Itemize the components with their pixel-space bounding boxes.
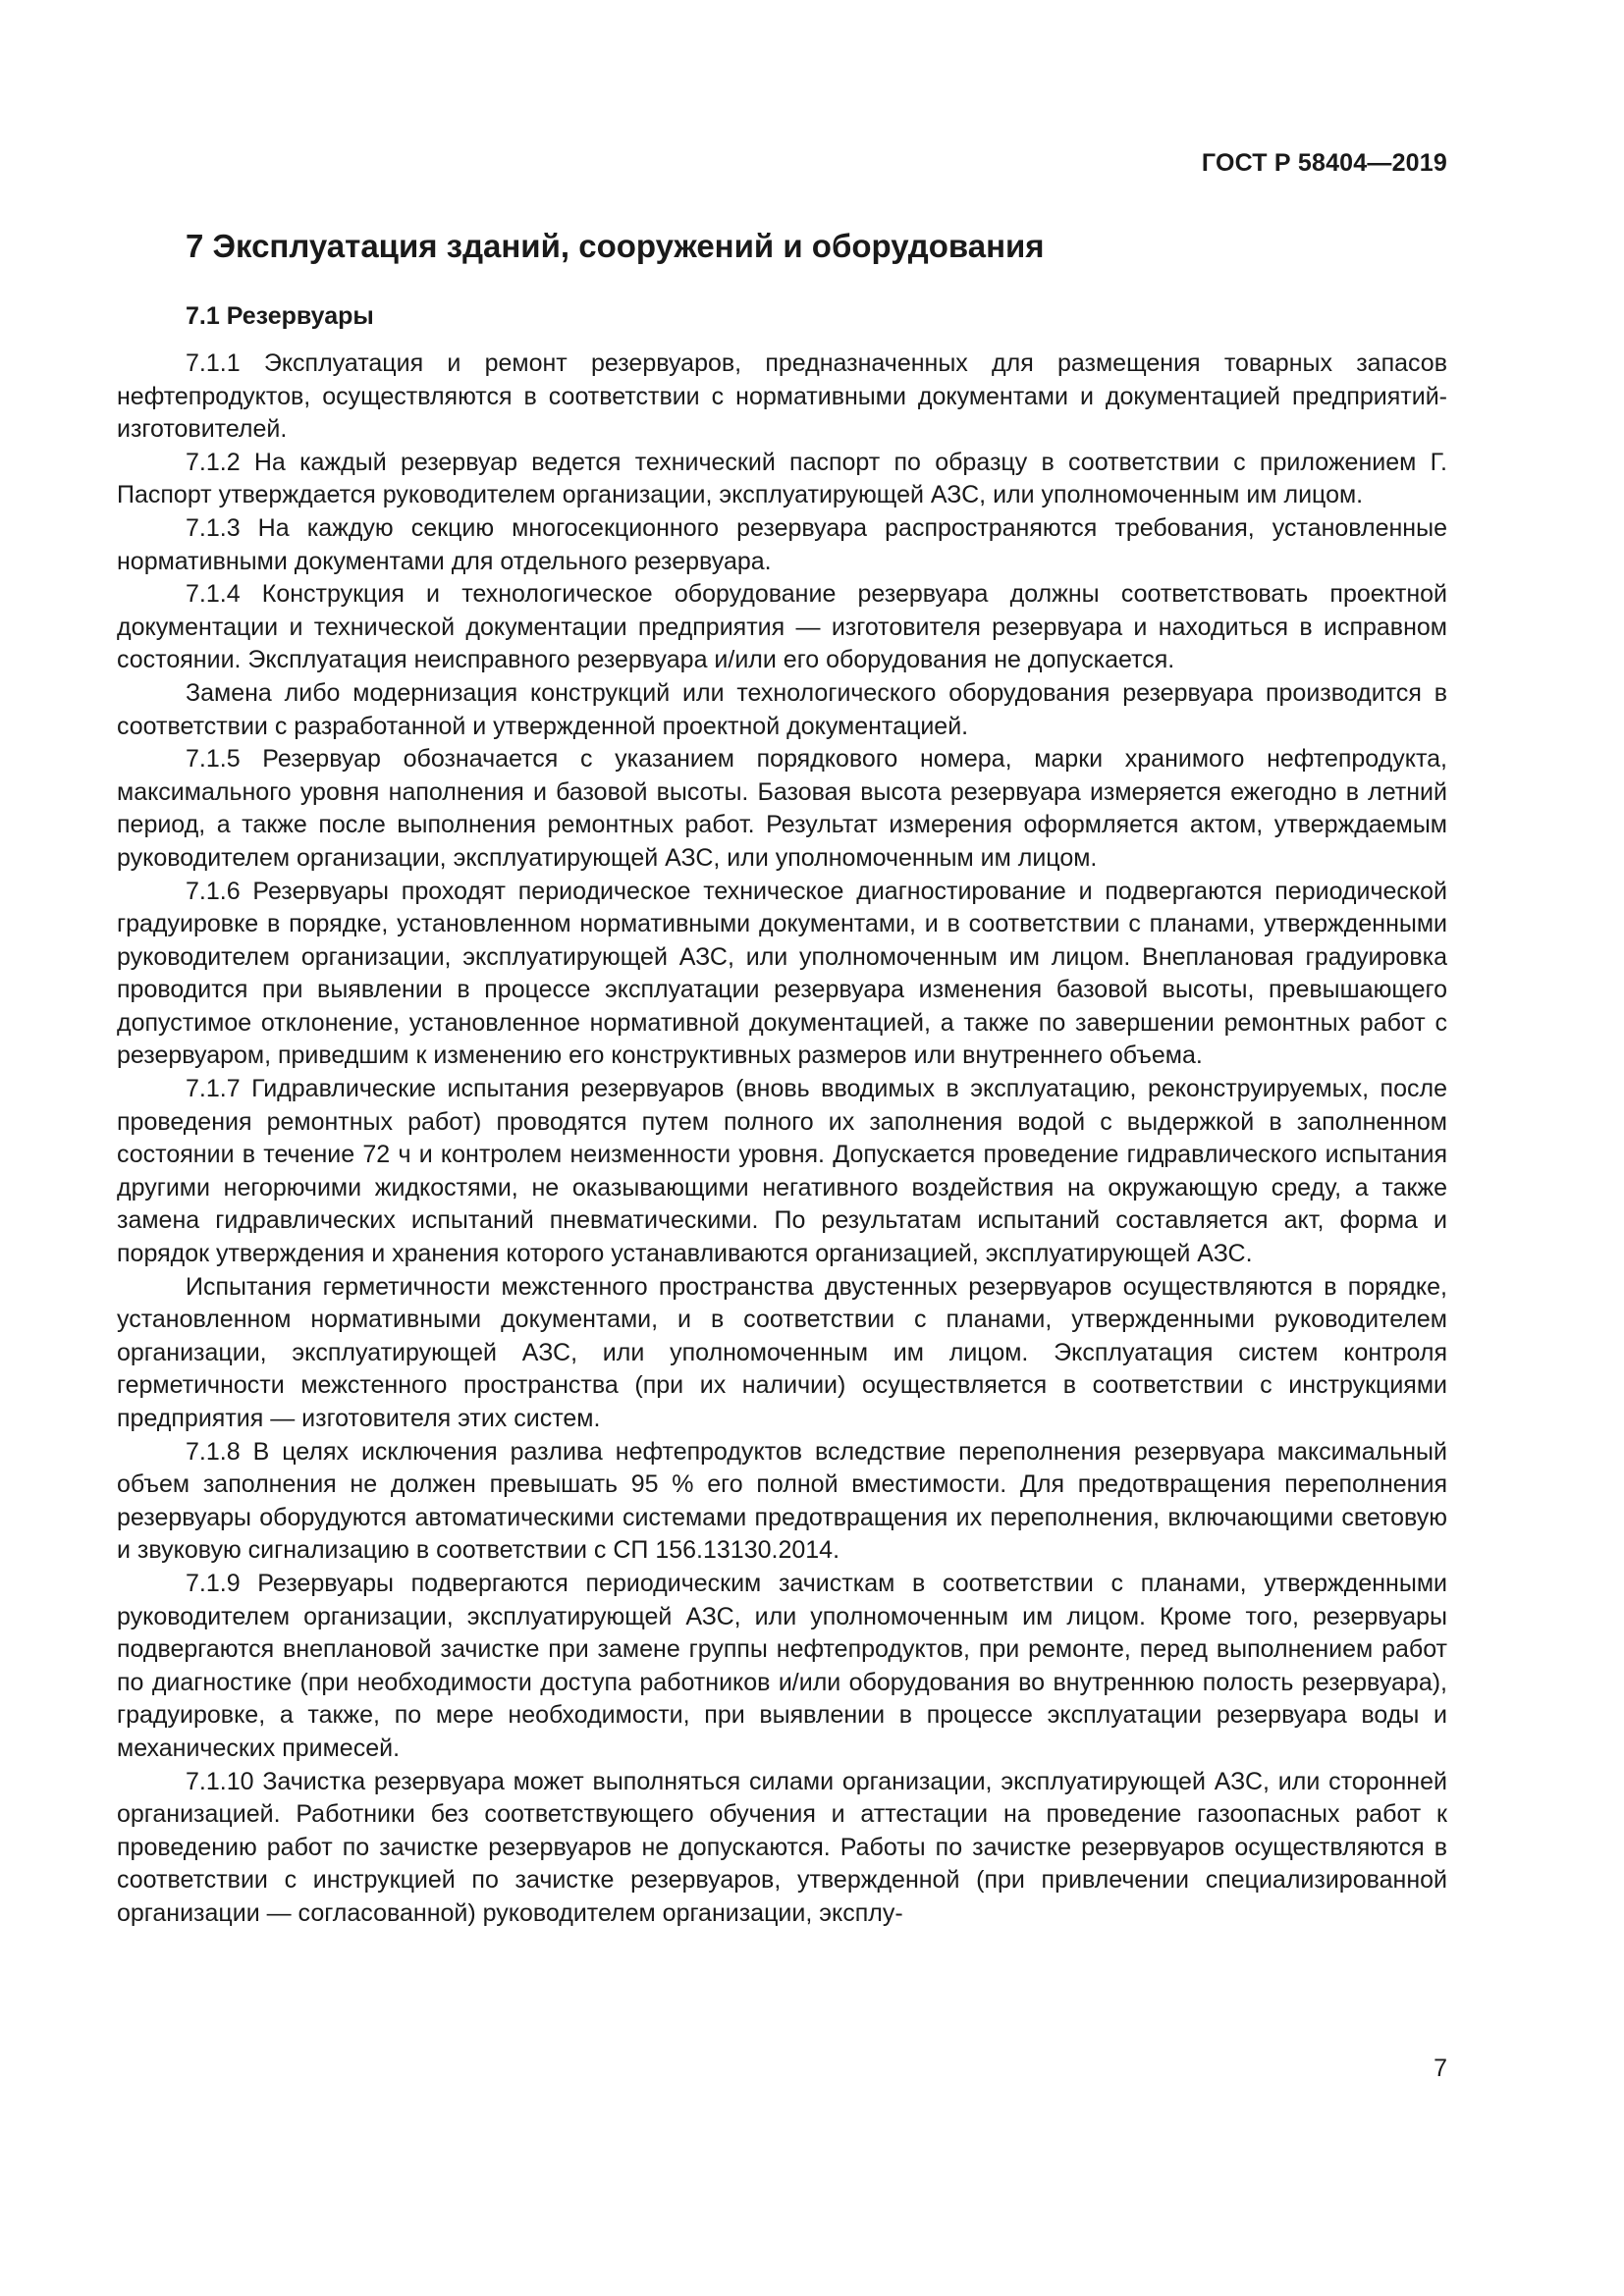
paragraph-7-1-1: 7.1.1 Эксплуатация и ремонт резервуаров, предназначенных для размещения товарных запасов нефтепродуктов, осуществляются в соответствии с нормативными документами и документацией предприятий-изготовителей.	[117, 349, 1447, 444]
paragraph-7-1-7-continued: Испытания герметичности межстенного пространства двустенных резервуаров осуществляются в порядке, установленном нормативными документами, и в соответствии с планами, утвержденными руководителем организации, эксплуатирующей АЗС, или уполномоченным им лицом. Эксплуатация систем контроля герметичности межстенного пространства (при их наличии) осуществляется в соответствии с инструкциями предприятия — изготовителя этих систем.	[117, 1272, 1447, 1432]
paragraph-7-1-5: 7.1.5 Резервуар обозначается с указанием порядкового номера, марки хранимого нефтепродукта, максимального уровня наполнения и базовой высоты. Базовая высота резервуара измеряется ежегодно в летний период, а также после выполнения ремонтных работ. Результат измерения оформляется актом, утверждаемым руководителем организации, эксплуатирующей АЗС, или уполномоченным им лицом.	[117, 745, 1447, 872]
subsection-title: 7.1 Резервуары	[186, 302, 374, 330]
paragraph-7-1-4-continued: Замена либо модернизация конструкций или технологического оборудования резервуара производится в соответствии с разработанной и утвержденной проектной документацией.	[117, 678, 1447, 740]
section-title: 7 Эксплуатация зданий, сооружений и оборудования	[186, 228, 1045, 264]
paragraph-7-1-2: 7.1.2 На каждый резервуар ведется технический паспорт по образцу в соответствии с приложением Г. Паспорт утверждается руководителем организации, эксплуатирующей АЗС, или уполномоченным им лицом.	[117, 448, 1447, 509]
paragraph-7-1-10: 7.1.10 Зачистка резервуара может выполняться силами организации, эксплуатирующей АЗС, или сторонней организацией. Работники без соответствующего обучения и аттестации на проведение газоопасных работ к проведению работ по зачистке резервуаров не допускаются. Работы по зачистке резервуаров осуществляются в соответствии с инструкцией по зачистке резервуаров, утвержденной (при привлечении специализированной организации — согласованной) руководителем организации, эксплу-	[117, 1767, 1447, 1927]
paragraph-7-1-8: 7.1.8 В целях исключения разлива нефтепродуктов вследствие переполнения резервуара максимальный объем заполнения не должен превышать 95 % его полной вместимости. Для предотвращения переполнения резервуары оборудуются автоматическими системами предотвращения их переполнения, включающими световую и звуковую сигнализацию в соответствии с СП 156.13130.2014.	[117, 1437, 1447, 1565]
paragraph-7-1-9: 7.1.9 Резервуары подвергаются периодическим зачисткам в соответствии с планами, утвержденными руководителем организации, эксплуатирующей АЗС, или уполномоченным им лицом. Кроме того, резервуары подвергаются внеплановой зачистке при замене группы нефтепродуктов, при ремонте, перед выполнением работ по диагностике (при необходимости доступа работников и/или оборудования во внутреннюю полость резервуара), градуировке, а также, по мере необходимости, при выявлении в процессе эксплуатации резервуара воды и механических примесей.	[117, 1569, 1447, 1762]
paragraph-7-1-3: 7.1.3 На каждую секцию многосекционного резервуара распространяются требования, установленные нормативными документами для отдельного резервуара.	[117, 513, 1447, 575]
paragraph-7-1-4: 7.1.4 Конструкция и технологическое оборудование резервуара должны соответствовать проектной документации и технической документации предприятия — изготовителя резервуара и находиться в исправном состоянии. Эксплуатация неисправного резервуара и/или его оборудования не допускается.	[117, 580, 1447, 674]
paragraph-7-1-6: 7.1.6 Резервуары проходят периодическое техническое диагностирование и подвергаются периодической градуировке в порядке, установленном нормативными документами, и в соответствии с планами, утвержденными руководителем организации, эксплуатирующей АЗС, или уполномоченным им лицом. Внеплановая градуировка проводится при выявлении в процессе эксплуатации резервуара изменения базовой высоты, превышающего допустимое отклонение, установленное нормативной документацией, а также по завершении ремонтных работ с резервуаром, приведшим к изменению его конструктивных размеров или внутреннего объема.	[117, 877, 1447, 1070]
document-body	[117, 347, 1447, 1931]
paragraph-7-1-7: 7.1.7 Гидравлические испытания резервуаров (вновь вводимых в эксплуатацию, реконструируемых, после проведения ремонтных работ) проводятся путем полного их заполнения водой с выдержкой в заполненном состоянии в течение 72 ч и контролем неизменности уровня. Допускается проведение гидравлического испытания другими негорючими жидкостями, не оказывающими негативного воздействия на окружающую среду, а также замена гидравлических испытаний пневматическими. По результатам испытаний составляется акт, форма и порядок утверждения и хранения которого устанавливаются организацией, эксплуатирующей АЗС.	[117, 1075, 1447, 1268]
page-number: 7	[1434, 2055, 1447, 2082]
standard-header: ГОСТ Р 58404—2019	[1201, 149, 1447, 177]
